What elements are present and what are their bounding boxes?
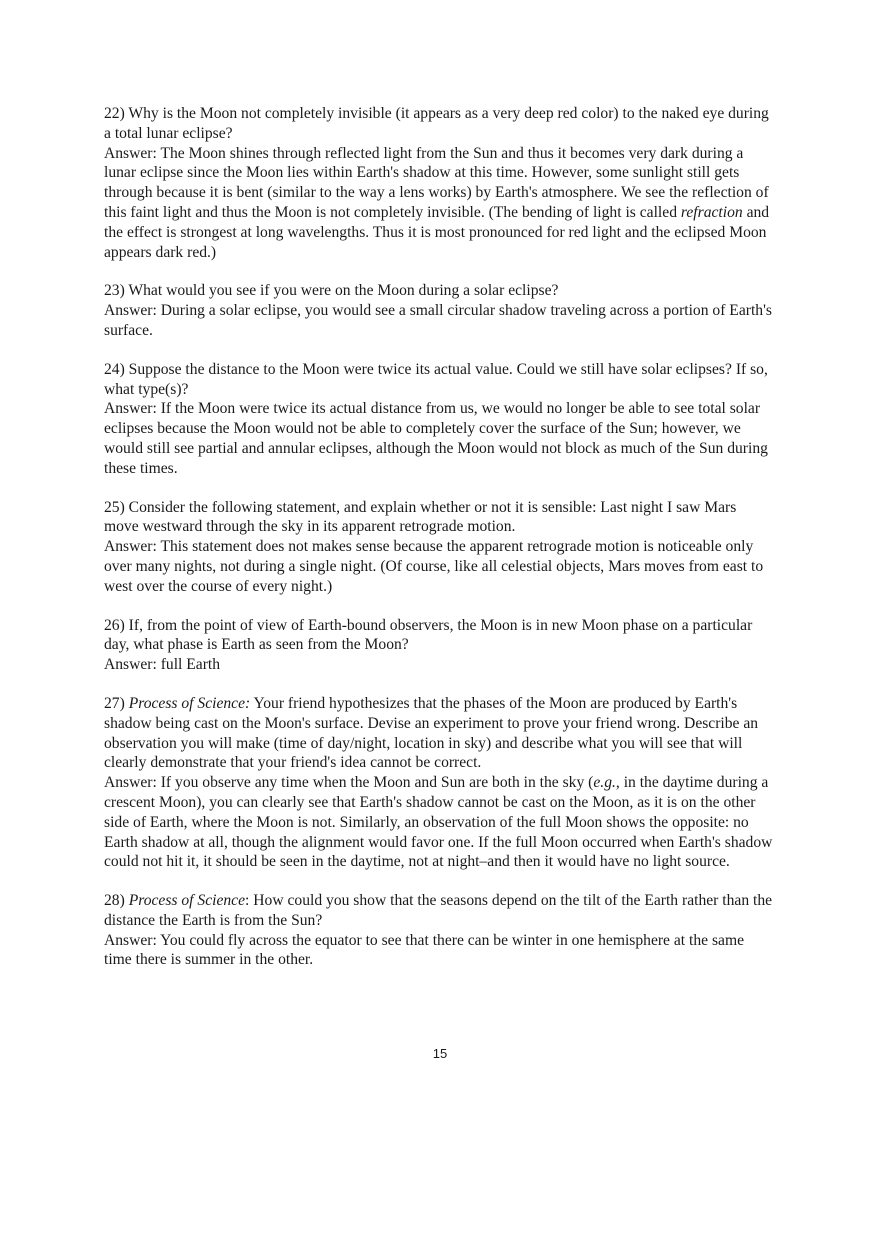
question-26 bbox=[104, 616, 774, 675]
page-number: 15 bbox=[432, 1046, 448, 1061]
question-text bbox=[104, 891, 774, 931]
answer-text: Answer: full Earth bbox=[104, 656, 221, 674]
answer-text: Answer: During a solar eclipse, you would see a small circular shadow traveling across a portion of Earth's surface. bbox=[104, 302, 772, 339]
question-body: : How could you show that the seasons depend on the tilt of the Earth rather than the distance the Earth is from the Sun? bbox=[104, 892, 773, 929]
question-27 bbox=[104, 694, 774, 872]
question-body: Your friend hypothesizes that the phases of the Moon are produced by Earth's shadow being cast on the Moon's surface. Devise an experiment to prove your friend wrong. Describe an observation you will make (time of day/night, location in sky) and describe what you will see that will clearly demonstrate that your friend's idea cannot be correct. bbox=[104, 694, 759, 772]
question-25 bbox=[104, 498, 774, 597]
question-text: 26) If, from the point of view of Earth-bound observers, the Moon is in new Moon phase on a particular day, what phase is Earth as seen from the Moon? bbox=[104, 616, 753, 654]
answer-text: Answer: This statement does not makes sense because the apparent retrograde motion is noticeable only over many nights, not during a single night. (Of course, like all celestial objects, Mars moves from east to west over the course of every night.) bbox=[104, 538, 764, 595]
question-22 bbox=[104, 104, 774, 262]
answer-text bbox=[104, 144, 774, 263]
question-number: 27) bbox=[104, 694, 129, 712]
question-28 bbox=[104, 891, 774, 970]
answer-term: refraction bbox=[680, 203, 743, 221]
answer-text: Answer: You could fly across the equator to see that there can be winter in one hemisphere at the same time there is summer in the other. bbox=[104, 931, 745, 969]
question-text: 23) What would you see if you were on the Moon during a solar eclipse? bbox=[104, 282, 559, 300]
question-number: 28) bbox=[104, 892, 129, 910]
question-text: 22) Why is the Moon not completely invisible (it appears as a very deep red color) to the naked eye during a total lunar eclipse? bbox=[104, 105, 769, 142]
answer-part: Answer: The Moon shines through reflected light from the Sun and thus it becomes very dark during a lunar eclipse since the Moon lies within Earth's shadow at this time. However, some sunlight still gets through because it is bent (similar to the way a lens works) by Earth's atmosphere. We see the reflection of this faint light and thus the Moon is not completely invisible. (The bending of light is called bbox=[104, 144, 769, 221]
page-content bbox=[104, 104, 774, 990]
question-text: 25) Consider the following statement, and explain whether or not it is sensible: Last night I saw Mars move westward through the sky in its apparent retrograde motion. bbox=[104, 498, 737, 536]
answer-part: Answer: If you observe any time when the Moon and Sun are both in the sky ( bbox=[104, 774, 594, 792]
question-23 bbox=[104, 281, 774, 340]
answer-part: , in the daytime during a crescent Moon), you can clearly see that Earth's shadow cannot be cast on the Moon, as it is on the other side of Earth, where the Moon is not. Similarly, an observation of the full Moon shows the opposite: no Earth shadow at all, though the alignment would favor one. If the full Moon occurred when Earth's shadow could not hit it, it should be seen in the daytime, not at night–and then it would have no light source. bbox=[104, 774, 773, 871]
question-label: Process of Science: bbox=[128, 694, 251, 712]
question-label: Process of Science bbox=[128, 892, 246, 910]
answer-term: e.g. bbox=[593, 774, 616, 792]
answer-text bbox=[104, 773, 774, 872]
answer-text: Answer: If the Moon were twice its actual distance from us, we would no longer be able to see total solar eclipses because the Moon would not be able to completely cover the surface of the Sun; however, we would still see partial and annular eclipses, although the Moon would not block as much of the Sun during these times. bbox=[104, 400, 768, 477]
question-text bbox=[104, 694, 774, 773]
answer-part: and the effect is strongest at long wavelengths. Thus it is most pronounced for red light and the eclipsed Moon appears dark red.) bbox=[104, 203, 770, 261]
question-text: 24) Suppose the distance to the Moon were twice its actual value. Could we still have solar eclipses? If so, what type(s)? bbox=[104, 360, 768, 398]
question-24 bbox=[104, 360, 774, 479]
